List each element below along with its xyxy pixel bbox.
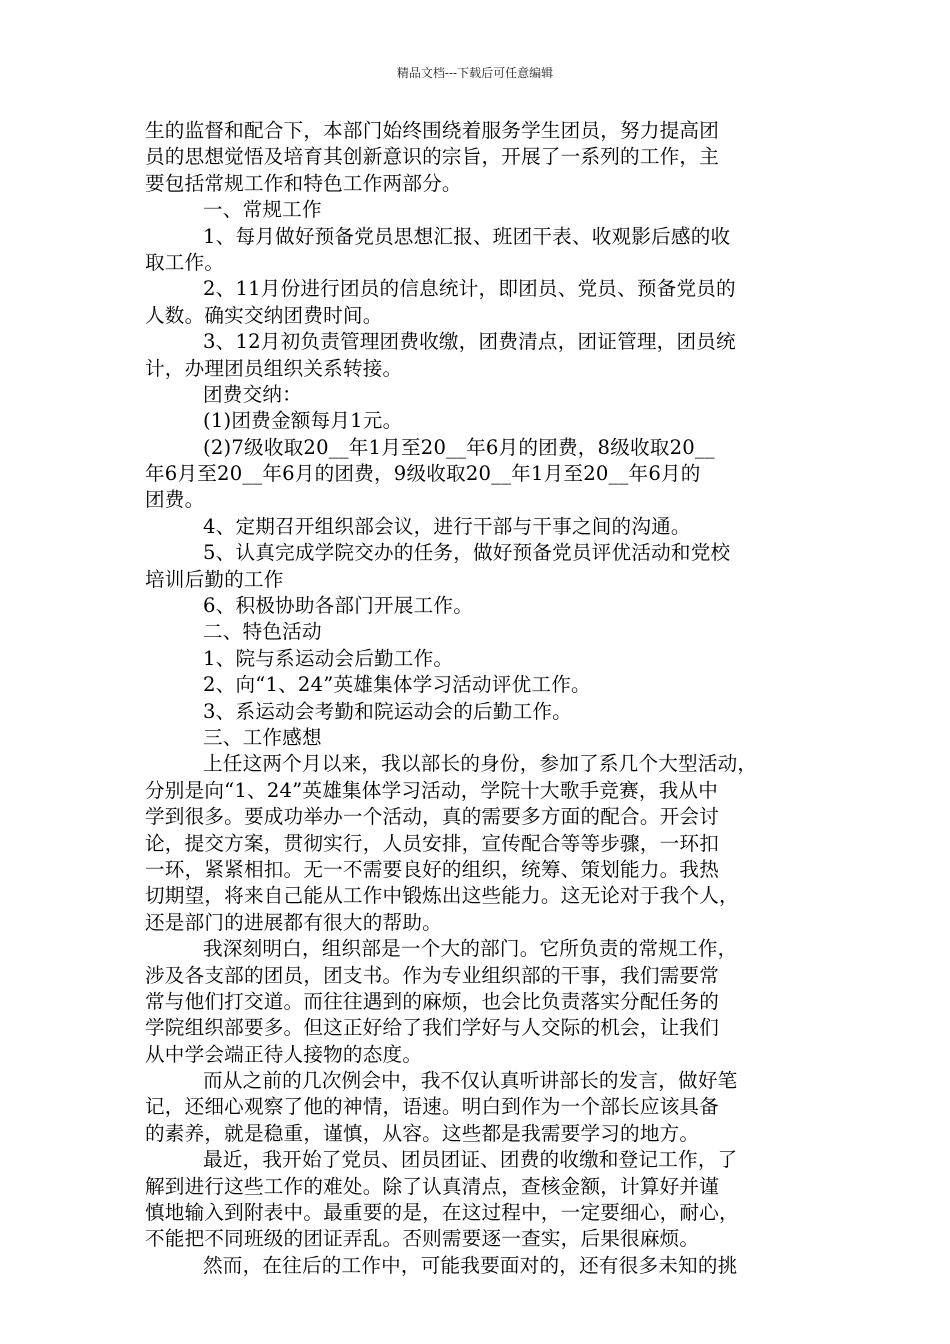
text-line: 生的监督和配合下，本部门始终围绕着服务学生团员，努力提高团 [145, 119, 720, 142]
text-line: 涉及各支部的团员，团支书。作为专业组织部的干事，我们需要常 [145, 963, 720, 987]
text-line: 1、每月做好预备党员思想汇报、班团干表、收观影后感的收 [203, 224, 731, 248]
text-line: 我深刻明白，组织部是一个大的部门。它所负责的常规工作， [203, 937, 738, 961]
text-line: 团费。 [145, 488, 205, 512]
text-line: 2、11月份进行团员的信息统计，即团员、党员、预备党员的 [203, 277, 736, 301]
text-line: 分别是向“1、24”英雄集体学习活动，学院十大歌手竞赛，我从中 [145, 778, 719, 802]
text-line: 上任这两个月以来，我以部长的身份，参加了系几个大型活动， [203, 752, 758, 776]
text-line: 团费交纳： [203, 382, 302, 406]
text-line: 3、12月初负责管理团费收缴，团费清点，团证管理，团员统 [203, 330, 736, 354]
text-line: 二、特色活动 [203, 620, 322, 644]
text-line: 1、院与系运动会后勤工作。 [203, 646, 454, 670]
text-line: 从中学会端正待人接物的态度。 [145, 1042, 423, 1066]
text-line: 的素养，就是稳重，谨慎，从容。这些都是我需要学习的地方。 [145, 1121, 700, 1145]
text-line: (1)团费金额每月1元。 [203, 409, 403, 433]
text-line: 一、常规工作 [203, 198, 322, 222]
text-line: 切期望，将来自己能从工作中锻炼出这些能力。这无论对于我个人， [145, 884, 739, 908]
text-line: 一环，紧紧相扣。无一不需要良好的组织，统筹、策划能力。我热 [145, 857, 720, 881]
text-line: 常与他们打交道。而往往遇到的麻烦，也会比负责落实分配任务的 [145, 989, 720, 1013]
text-line: 然而，在往后的工作中，可能我要面对的，还有很多未知的挑 [203, 1253, 738, 1277]
text-line: 三、工作感想 [203, 725, 322, 749]
text-line: 计，办理团员组织关系转接。 [145, 356, 403, 380]
text-line: 培训后勤的工作 [145, 567, 284, 591]
text-line: 人数。确实交纳团费时间。 [145, 303, 383, 327]
text-line: 3、系运动会考勤和院运动会的后勤工作。 [203, 699, 572, 723]
text-line: 解到进行这些工作的难处。除了认真清点，查核金额，计算好并谨 [145, 1174, 720, 1198]
document-body [145, 118, 810, 1279]
text-line: 学到很多。要成功举办一个活动，真的需要多方面的配合。开会讨 [145, 805, 720, 829]
text-line: 最近，我开始了党员、团员团证、团费的收缴和登记工作，了 [203, 1148, 738, 1172]
page-header: 精品文档---下载后可任意编辑 [396, 66, 554, 80]
text-line: 不能把不同班级的团证弄乱。否则需要逐一查实，后果很麻烦。 [145, 1227, 700, 1251]
text-line: 年6月至20__年6月的团费，9级收取20__年1月至20__年6月的 [145, 462, 701, 486]
text-line: 慎地输入到附表中。最重要的是，在这过程中，一定要细心，耐心， [145, 1201, 739, 1225]
text-line: (2)7级收取20__年1月至20__年6月的团费，8级收取20__ [203, 435, 715, 459]
text-line: 2、向“1、24”英雄集体学习活动评优工作。 [203, 673, 591, 697]
text-line: 4、定期召开组织部会议，进行干部与干事之间的沟通。 [203, 514, 691, 538]
text-line: 5、认真完成学院交办的任务，做好预备党员评优活动和党校 [203, 541, 731, 565]
text-line: 论，提交方案，贯彻实行，人员安排，宣传配合等等步骤，一环扣 [145, 831, 720, 855]
text-line: 还是部门的进展都有很大的帮助。 [145, 910, 442, 934]
text-line: 学院组织部要多。但这正好给了我们学好与人交际的机会，让我们 [145, 1016, 720, 1040]
text-line: 要包括常规工作和特色工作两部分。 [145, 171, 462, 195]
text-line: 取工作。 [145, 250, 225, 274]
text-line: 而从之前的几次例会中，我不仅认真听讲部长的发言，做好笔 [203, 1069, 738, 1093]
text-line: 记，还细心观察了他的神情，语速。明白到作为一个部长应该具备 [145, 1095, 720, 1119]
text-line: 6、积极协助各部门开展工作。 [203, 594, 473, 618]
text-line: 员的思想觉悟及培育其创新意识的宗旨，开展了一系列的工作，主 [145, 145, 720, 169]
